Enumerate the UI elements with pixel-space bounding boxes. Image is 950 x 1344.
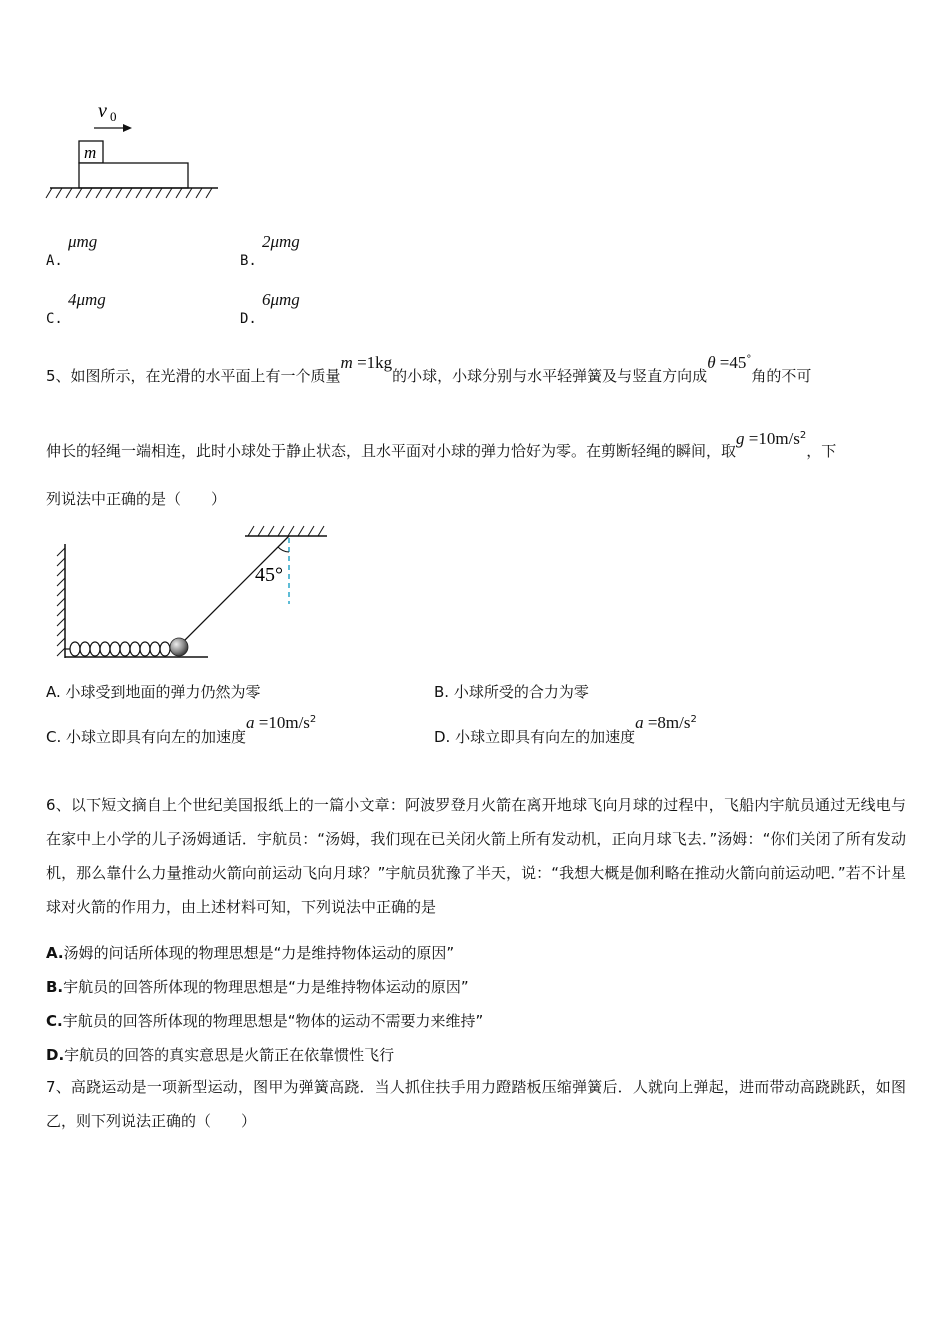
option-expression: 2μmg bbox=[261, 232, 300, 251]
q7-question: 7、高跷运动是一项新型运动，图甲为弹簧高跷．当人抓住扶手用力蹬踏板压缩弹簧后．人就向上弹起，进而带动高跷跳跃，如图乙，则下列说法正确的（ ） bbox=[46, 1078, 906, 1130]
q6-question: 6、以下短文摘自上个世纪美国报纸上的一篇小文章：阿波罗登月火箭在离开地球飞向月球的过程中，飞船内宇航员通过无线电与在家中上小学的儿子汤姆通话．宇航员：“汤姆，我们现在已关闭火箭上所有发动机，正向月球飞去．”汤姆：“你们关闭了所有发动机，那么靠什么力量推动火箭向前运动飞向月球？”宇航员犹豫了半天，说：“我想大概是伽利略在推动火箭向前运动吧．”若不计星球对火箭的作用力，由上述材料可知，下列说法中正确的是 bbox=[46, 796, 906, 916]
plank bbox=[79, 163, 188, 188]
q5-option-a: A. 小球受到地面的弹力仍然为零 bbox=[46, 683, 261, 701]
spring bbox=[65, 642, 171, 656]
angle-label: 45° bbox=[255, 564, 283, 586]
ground-hatching bbox=[46, 188, 212, 198]
velocity-subscript: 0 bbox=[110, 109, 117, 124]
q5-line-3: 列说法中正确的是（ ） bbox=[46, 490, 227, 508]
angle-arc bbox=[278, 547, 289, 552]
option-letter: D. bbox=[240, 311, 257, 327]
q4-option-c bbox=[46, 290, 106, 327]
q6-option-b: B.宇航员的回答所体现的物理思想是“力是维持物体运动的原因” bbox=[46, 978, 469, 996]
q5-option-b: B. 小球所受的合力为零 bbox=[434, 683, 589, 701]
ball bbox=[170, 638, 188, 656]
mass-label: m bbox=[84, 143, 97, 162]
rope bbox=[179, 536, 289, 646]
spring-ball-rope-figure bbox=[45, 518, 340, 663]
q5-option-d: D. 小球立即具有向左的加速度$a =8m/s^2$ bbox=[434, 713, 697, 746]
option-letter: C. bbox=[46, 311, 63, 327]
option-expression: 6μmg bbox=[261, 290, 300, 309]
ceiling-hatching bbox=[248, 526, 324, 536]
q4-option-b bbox=[240, 232, 300, 269]
velocity-label: v bbox=[98, 100, 107, 122]
q5-line-1: 5、如图所示，在光滑的水平面上有一个质量m =1kg的小球，小球分别与水平轻弹簧及与竖直方向成θ =45°角的不可 bbox=[46, 353, 812, 385]
velocity-arrowhead bbox=[123, 124, 132, 132]
q4-option-d bbox=[240, 290, 300, 327]
q6-option-c: C.宇航员的回答所体现的物理思想是“物体的运动不需要力来维持” bbox=[46, 1012, 484, 1030]
option-expression: 4μmg bbox=[67, 290, 106, 309]
q4-option-a bbox=[46, 232, 98, 269]
q5-option-c: C. 小球立即具有向左的加速度$a =10m/s^2$ bbox=[46, 713, 317, 746]
wall-hatching bbox=[57, 548, 65, 656]
option-letter: A. bbox=[46, 253, 63, 269]
q5-line-2: 伸长的轻绳一端相连，此时小球处于静止状态，且水平面对小球的弹力恰好为零。在剪断轻绳的瞬间，取$g =10m/s^2$，下 bbox=[46, 429, 837, 460]
block-plank-figure bbox=[40, 95, 230, 210]
option-letter: B. bbox=[240, 253, 257, 269]
q6-option-a: A.汤姆的问话所体现的物理思想是“力是维持物体运动的原因” bbox=[46, 944, 455, 962]
q6-option-d: D.宇航员的回答的真实意思是火箭正在依靠惯性飞行 bbox=[46, 1046, 395, 1064]
option-expression: μmg bbox=[67, 232, 98, 251]
